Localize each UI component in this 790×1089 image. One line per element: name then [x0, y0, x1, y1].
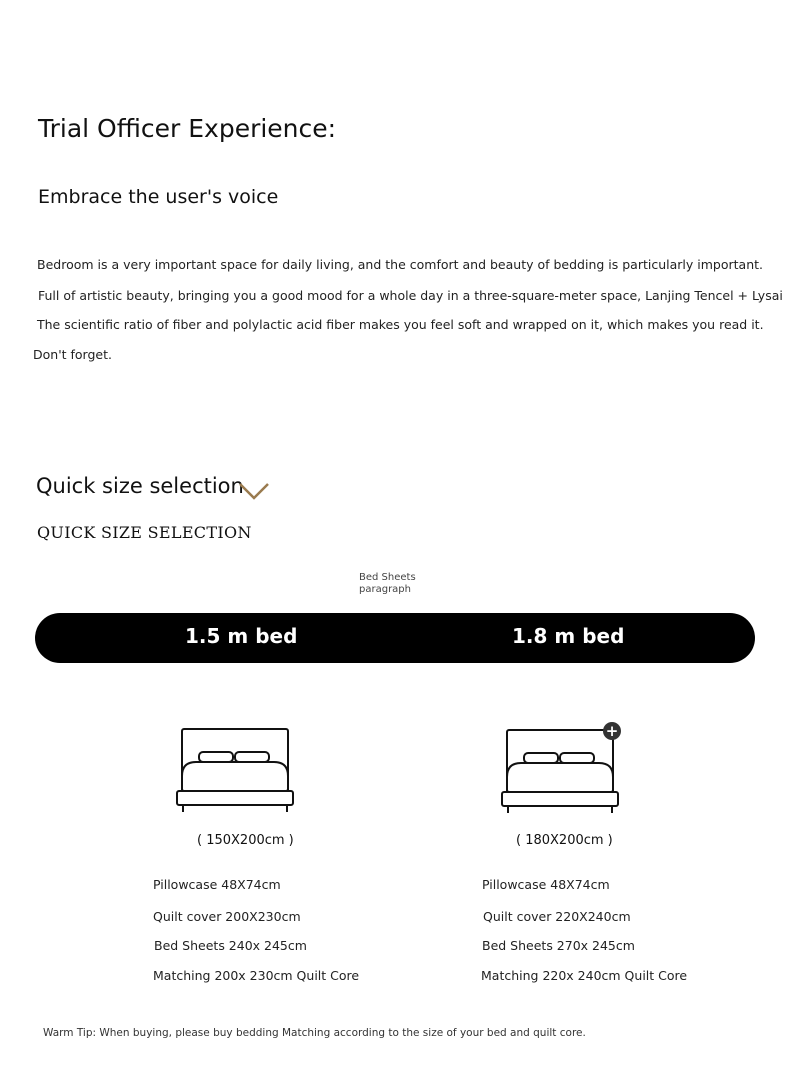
spec-item: Matching 220x 240cm Quilt Core — [481, 968, 688, 983]
quick-size-subtitle: QUICK SIZE SELECTION — [37, 523, 252, 542]
intro-line: Full of artistic beauty, bringing you a good mood for a whole day in a three-square-meter space, Lanjing Tencel + Lysai — [38, 288, 783, 303]
plus-icon[interactable]: + — [603, 722, 621, 740]
spec-item: Quilt cover 220X240cm — [483, 909, 631, 924]
spec-item: Pillowcase 48X74cm — [482, 877, 610, 892]
page-title: Trial Officer Experience: — [38, 114, 337, 143]
intro-line: Don't forget. — [33, 347, 112, 362]
spec-item: Quilt cover 200X230cm — [153, 909, 301, 924]
note-label: Bed Sheets — [359, 572, 416, 583]
bed-icon — [174, 724, 298, 814]
intro-line: Bedroom is a very important space for daily living, and the comfort and beauty of bedding is particularly important. — [37, 257, 763, 272]
size-selector-bar — [35, 613, 755, 663]
warm-tip: Warm Tip: When buying, please buy bedding Matching according to the size of your bed and quilt core. — [43, 1027, 586, 1039]
spec-item: Bed Sheets 270x 245cm — [482, 938, 635, 953]
page-subtitle: Embrace the user's voice — [38, 186, 279, 208]
spec-item: Matching 200x 230cm Quilt Core — [153, 968, 360, 983]
intro-line: The scientific ratio of fiber and polylactic acid fiber makes you feel soft and wrapped on it, which makes you read it. — [37, 317, 764, 332]
spec-item: Bed Sheets 240x 245cm — [154, 938, 307, 953]
bed-dimension: ( 150X200cm ) — [197, 833, 294, 848]
quick-size-title: Quick size selection — [36, 474, 244, 498]
bed-icon — [499, 725, 623, 815]
bed-dimension: ( 180X200cm ) — [516, 833, 613, 848]
size-option-1-5m[interactable]: 1.5 m bed — [185, 624, 298, 648]
size-option-1-8m[interactable]: 1.8 m bed — [512, 624, 625, 648]
chevron-down-icon — [238, 480, 270, 502]
spec-item: Pillowcase 48X74cm — [153, 877, 281, 892]
note-label: paragraph — [359, 584, 411, 595]
